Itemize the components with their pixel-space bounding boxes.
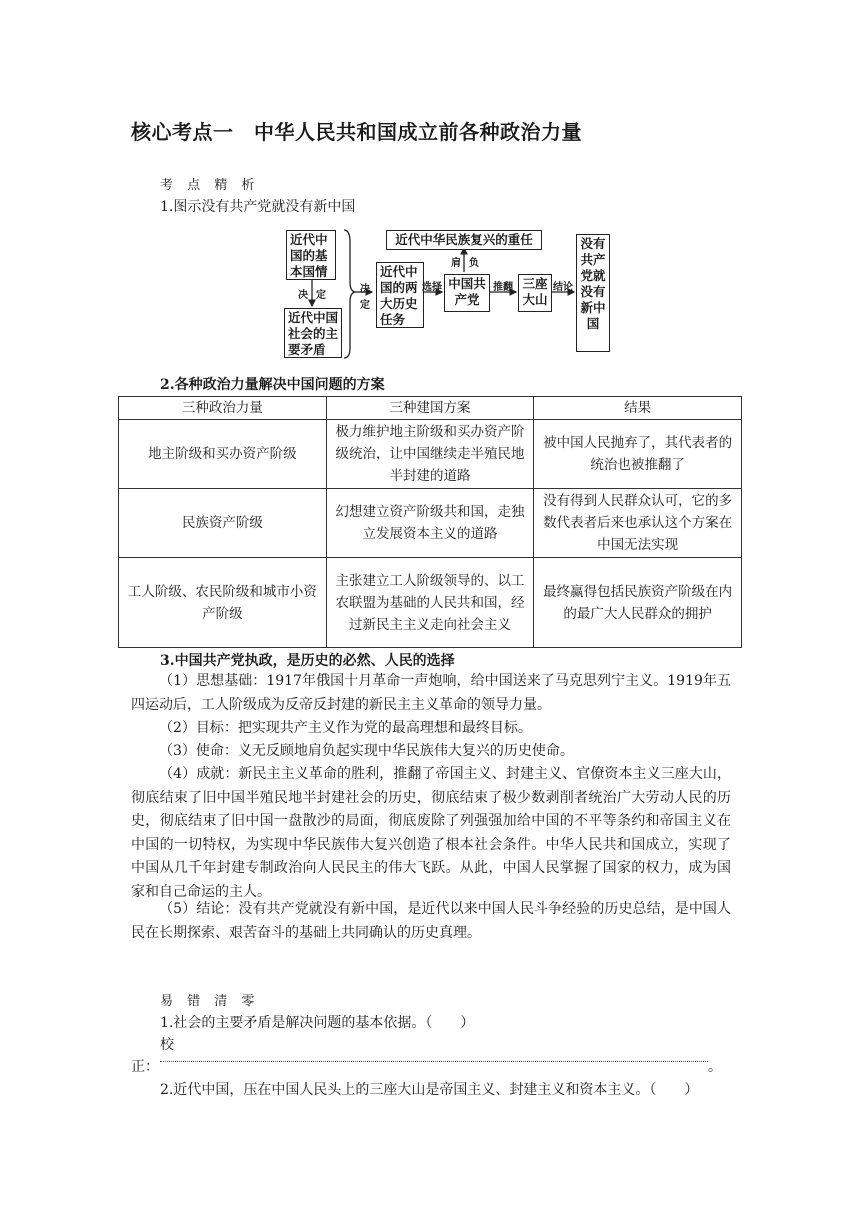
question-1: 1.社会的主要矛盾是解决问题的基本依据。（ ）	[160, 1015, 475, 1031]
table-cell: 民族资产阶级	[119, 489, 327, 558]
label-choose: 选择	[422, 282, 442, 293]
box-three-mountains: 三座大山	[518, 274, 552, 312]
section-heading-errors: 易 错 清 零	[160, 994, 260, 1009]
flow-diagram	[250, 222, 630, 364]
label-decide-b: 定	[316, 290, 326, 301]
table-header: 三种建国方案	[326, 397, 534, 420]
item3-title: 3.中国共产党执政，是历史的必然、人民的选择	[160, 653, 455, 669]
item1-title: 1.图示没有共产党就没有新中国	[160, 199, 356, 215]
question-2: 2.近代中国，压在中国人民头上的三座大山是帝国主义、封建主义和资本主义。（ ）	[160, 1082, 699, 1098]
label-shoulder-b: 负	[469, 258, 479, 269]
brace	[344, 230, 356, 358]
paragraph-achievement	[131, 763, 731, 904]
label-decide2-b: 定	[360, 300, 370, 311]
label-shoulder-a: 肩	[451, 258, 461, 269]
paragraph-text: （1）思想基础：1917年俄国十月革命一声炮响，给中国送来了马克思列宁主义。1919年五四运动后，工人阶级成为反帝反封建的新民主主义革命的领导力量。	[131, 673, 731, 713]
table-cell: 主张建立工人阶级领导的、以工农联盟为基础的人民共和国，经过新民主主义走向社会主义	[326, 558, 534, 648]
table-row	[119, 489, 742, 558]
paragraph-goal	[131, 717, 731, 741]
section-heading-analysis: 考 点 精 析	[160, 178, 260, 193]
label-overthrow: 推翻	[493, 282, 513, 293]
table-header-row	[119, 397, 742, 420]
correction-label-bottom: 正：	[131, 1059, 159, 1075]
paragraph-text: （5）结论：没有共产党就没有新中国，是近代以来中国人民斗争经验的历史总结，是中国人民在长期探索、艰苦奋斗的基础上共同确认的历史真理。	[131, 901, 731, 941]
political-forces-table	[118, 396, 742, 648]
paragraph-ideological-basis	[131, 670, 731, 717]
table-header: 三种政治力量	[119, 397, 327, 420]
table-cell: 最终赢得包括民族资产阶级在内的最广大人民群众的拥护	[534, 558, 742, 648]
correction-label-top: 校	[160, 1037, 174, 1053]
table-cell: 被中国人民抛弃了，其代表者的统治也被推翻了	[534, 420, 742, 489]
table-cell: 极力维护地主阶级和买办资产阶级统治，让中国继续走半殖民地半封建的道路	[326, 420, 534, 489]
paragraph-text: （3）使命：义无反顾地肩负起实现中华民族伟大复兴的历史使命。	[159, 743, 574, 759]
item2-title: 2.各种政治力量解决中国问题的方案	[160, 377, 385, 393]
table-cell: 幻想建立资产阶级共和国，走独立发展资本主义的道路	[326, 489, 534, 558]
box-basic-situation: 近代中国的基本国情	[286, 230, 336, 280]
table-cell: 没有得到人民群众认可，它的多数代表者后来也承认这个方案在中国无法实现	[534, 489, 742, 558]
box-main-contradiction: 近代中国社会的主要矛盾	[284, 308, 342, 358]
box-rejuvenation: 近代中华民族复兴的重任	[386, 230, 542, 250]
table-cell: 工人阶级、农民阶级和城市小资产阶级	[119, 558, 327, 648]
box-conclusion: 没有共产党就没有新中国	[576, 234, 610, 352]
table-cell: 地主阶级和买办资产阶级	[119, 420, 327, 489]
paragraph-text: （4）成就：新民主主义革命的胜利，推翻了帝国主义、封建主义、官僚资本主义三座大山，彻底结束了旧中国半殖民地半封建社会的历史，彻底结束了极少数剥削者统治广大劳动人民的历史，彻底结束了旧中国一盘散沙的局面，彻底废除了列强强加给中国的不平等条约和帝国主义在中国的一切特权，为实现中华民族伟大复兴创造了根本社会条件。中华人民共和国成立，实现了中国从几千年封建专制政治向人民民主的伟大飞跃。从此，中国人民掌握了国家的权力，成为国家和自己命运的主人。	[131, 766, 731, 900]
label-decide2-a: 决	[360, 284, 370, 295]
correction-line[interactable]	[160, 1061, 708, 1062]
table-row	[119, 420, 742, 489]
paragraph-conclusion	[131, 898, 731, 945]
correction-end: 。	[708, 1059, 722, 1075]
table-header: 结果	[534, 397, 742, 420]
paragraph-text: （2）目标：把实现共产主义作为党的最高理想和最终目标。	[159, 720, 532, 736]
label-decide-a: 决	[298, 290, 308, 301]
page-title: 核心考点一 中华人民共和国成立前各种政治力量	[131, 120, 582, 144]
table-row	[119, 558, 742, 648]
box-historic-tasks: 近代中国的两大历史任务	[376, 262, 424, 328]
box-cpc: 中国共产党	[444, 274, 490, 312]
paragraph-mission	[131, 740, 731, 764]
label-conclude: 结论	[553, 282, 573, 293]
